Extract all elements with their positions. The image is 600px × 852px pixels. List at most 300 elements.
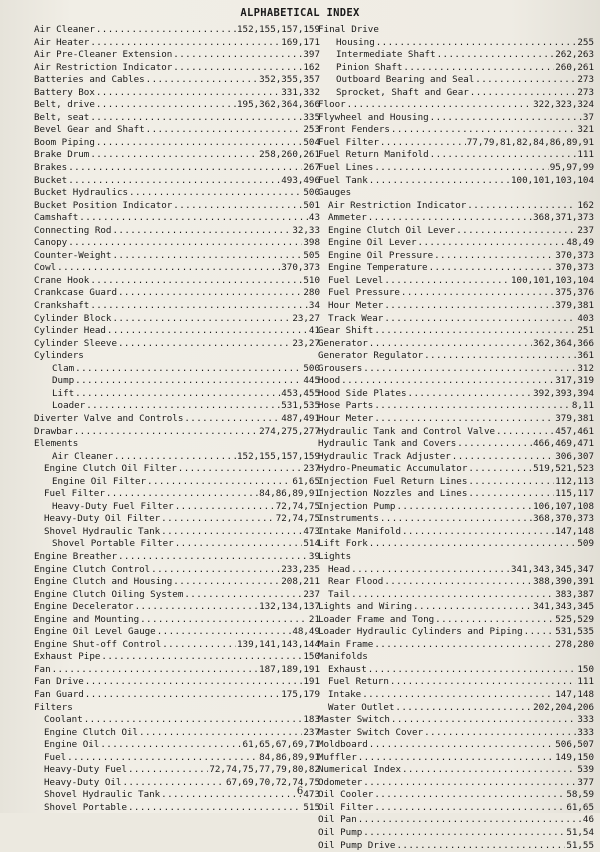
index-entry — [34, 313, 320, 326]
index-term: Batteries and Cables — [34, 74, 145, 86]
index-entry — [318, 488, 594, 501]
index-entry — [34, 764, 320, 777]
index-entry — [318, 74, 594, 87]
index-pages: 195,362,364,366 — [237, 99, 320, 111]
index-term: Fuel Tank — [318, 174, 368, 186]
index-entry — [318, 313, 594, 326]
index-term: Hour Meter — [328, 300, 384, 312]
dot-leader — [135, 601, 259, 614]
index-pages: 322,323,324 — [533, 99, 594, 111]
dot-leader — [369, 175, 510, 188]
dot-leader — [351, 564, 510, 577]
index-entry — [34, 501, 320, 514]
index-pages: 341,343,345,347 — [511, 563, 594, 575]
index-pages: 23,27 — [292, 337, 320, 349]
index-entry — [318, 275, 594, 288]
dot-leader — [90, 112, 302, 125]
index-entry — [318, 388, 594, 401]
index-pages: 525,529 — [555, 613, 594, 625]
index-term: Moldboard — [318, 739, 368, 751]
index-pages: 333 — [577, 714, 594, 726]
index-term: Crankshaft — [34, 300, 90, 312]
dot-leader — [374, 325, 576, 338]
index-entry — [34, 375, 320, 388]
dot-leader — [151, 564, 280, 577]
index-pages: 379,381 — [555, 300, 594, 312]
index-term: Air Restriction Indicator — [328, 199, 467, 211]
index-entry — [34, 664, 320, 677]
index-pages: 95,97,99 — [549, 162, 594, 174]
index-entry — [34, 225, 320, 238]
index-term: Fuel Lines — [318, 162, 374, 174]
index-term: Connecting Rod — [34, 224, 112, 236]
index-term: Fuel Filter — [318, 136, 379, 148]
index-entry — [318, 325, 594, 338]
index-entry — [34, 137, 320, 150]
index-term: Instruments — [318, 513, 379, 525]
index-entry — [34, 325, 320, 338]
index-entry — [34, 187, 320, 200]
index-entry — [34, 24, 320, 37]
index-term: Outboard Bearing and Seal — [336, 74, 475, 86]
dot-leader — [75, 363, 302, 376]
index-term: Lift — [52, 387, 75, 399]
index-entry — [34, 614, 320, 627]
index-pages: 34 — [308, 300, 320, 312]
index-entry — [34, 49, 320, 62]
dot-leader — [369, 538, 577, 551]
index-term: Camshaft — [34, 212, 79, 224]
dot-leader — [86, 400, 280, 413]
dot-leader — [376, 37, 577, 50]
index-term: Diverter Valve and Controls — [34, 412, 184, 424]
index-entry — [318, 651, 594, 664]
index-entry — [318, 413, 594, 426]
index-entry — [34, 149, 320, 162]
dot-leader — [118, 338, 291, 351]
index-pages: 61,65 — [292, 475, 320, 487]
index-term: Engine Oil Level Gauge — [34, 626, 156, 638]
dot-leader — [402, 764, 576, 777]
index-term: Engine Oil Filter — [52, 475, 147, 487]
index-term: Injection Pump — [318, 500, 396, 512]
index-term: Bucket — [34, 174, 68, 186]
index-entry — [34, 37, 320, 50]
index-pages: 106,107,108 — [533, 500, 594, 512]
index-term: Hose Parts — [318, 400, 374, 412]
dot-leader — [118, 287, 302, 300]
index-pages: 233,235 — [281, 563, 320, 575]
dot-leader — [437, 49, 555, 62]
dot-leader — [496, 426, 554, 439]
index-pages: 72,74,75 — [275, 500, 320, 512]
index-pages: 515 — [303, 801, 320, 813]
index-term: Rear Flood — [328, 576, 384, 588]
index-term: Fan Guard — [34, 688, 84, 700]
index-term: Generator Regulator — [318, 350, 424, 362]
dot-leader — [395, 702, 532, 715]
index-entry — [34, 626, 320, 639]
index-term: Hood — [318, 375, 341, 387]
index-pages: 139,141,143,144 — [237, 638, 320, 650]
index-pages: 509 — [577, 538, 594, 550]
index-pages: 72,74,75,77,79,80,82 — [209, 764, 320, 776]
index-term: Loader — [52, 400, 86, 412]
index-entry — [318, 601, 594, 614]
index-pages: 375,376 — [555, 287, 594, 299]
index-entry — [34, 589, 320, 602]
index-pages: 388,390,391 — [533, 576, 594, 588]
dot-leader — [75, 388, 280, 401]
index-pages: 398 — [303, 237, 320, 249]
page-title: ALPHABETICAL INDEX — [240, 7, 360, 19]
dot-leader — [391, 714, 576, 727]
index-pages: 317,319 — [555, 375, 594, 387]
index-pages: 147,148 — [555, 688, 594, 700]
index-term: Drawbar — [34, 425, 73, 437]
dot-leader — [112, 225, 291, 238]
dot-leader — [374, 162, 548, 175]
index-term: Manifolds — [318, 651, 368, 663]
index-pages: 466,469,471 — [533, 438, 594, 450]
index-pages: 368,370,373 — [533, 513, 594, 525]
index-pages: 504 — [303, 136, 320, 148]
dot-leader — [107, 325, 308, 338]
index-pages: 237 — [303, 588, 320, 600]
index-entry — [34, 463, 320, 476]
index-pages: 493,496 — [281, 174, 320, 186]
dot-leader — [380, 137, 466, 150]
index-pages: 403 — [577, 312, 594, 324]
index-entry — [318, 589, 594, 602]
index-entry — [318, 752, 594, 765]
dot-leader — [52, 664, 259, 677]
dot-leader — [363, 827, 565, 840]
index-entry — [318, 162, 594, 175]
index-pages: 487,491 — [281, 412, 320, 424]
dot-leader — [161, 526, 302, 539]
index-pages: 306,307 — [555, 450, 594, 462]
dot-leader — [147, 476, 291, 489]
index-pages: 84,86,89,91 — [259, 751, 320, 763]
index-term: Air Pre-Cleaner Extension — [34, 49, 173, 61]
dot-leader — [384, 275, 510, 288]
index-entry — [318, 187, 594, 200]
index-entry — [34, 438, 320, 451]
index-pages: 162 — [577, 199, 594, 211]
index-pages: 39 — [308, 550, 320, 562]
index-term: Fuel Pressure — [328, 287, 400, 299]
dot-leader — [162, 639, 236, 652]
index-entry — [318, 676, 594, 689]
index-term: Injection Fuel Return Lines — [318, 475, 468, 487]
index-pages: 21 — [308, 613, 320, 625]
dot-leader — [173, 49, 302, 62]
dot-leader — [68, 175, 280, 188]
index-entry — [34, 400, 320, 413]
index-entry — [318, 551, 594, 564]
dot-leader — [173, 200, 302, 213]
index-pages: 531,535 — [555, 626, 594, 638]
index-term: Fan Drive — [34, 676, 84, 688]
dot-leader — [112, 313, 291, 326]
index-term: Housing — [336, 36, 375, 48]
index-pages: 260,261 — [555, 61, 594, 73]
index-term: Exhaust — [328, 663, 367, 675]
dot-leader — [374, 400, 571, 413]
index-term: Loader Frame and Tong — [318, 613, 435, 625]
index-pages: 383,387 — [555, 588, 594, 600]
index-entry — [34, 689, 320, 702]
dot-leader — [68, 162, 302, 175]
index-entry — [318, 526, 594, 539]
dot-leader — [468, 476, 554, 489]
index-term: Heavy-Duty Oil Filter — [44, 513, 161, 525]
dot-leader — [358, 752, 555, 765]
index-term: Hood Side Plates — [318, 387, 407, 399]
index-entry — [34, 538, 320, 551]
dot-leader — [96, 137, 303, 150]
dot-leader — [184, 413, 280, 426]
dot-leader — [363, 363, 576, 376]
dot-leader — [374, 413, 554, 426]
index-entry — [318, 714, 594, 727]
dot-leader — [173, 62, 302, 75]
index-pages: 253 — [303, 124, 320, 136]
index-pages: 191 — [303, 676, 320, 688]
index-pages: 51,55 — [566, 839, 594, 851]
index-pages: 262,263 — [555, 49, 594, 61]
index-entry — [318, 451, 594, 464]
index-term: Lift Fork — [318, 538, 368, 550]
dot-leader — [401, 287, 554, 300]
index-term: Crane Hook — [34, 274, 90, 286]
index-entry — [318, 501, 594, 514]
dot-leader — [408, 388, 533, 401]
dot-leader — [434, 250, 554, 263]
index-entry — [34, 488, 320, 501]
dot-leader — [424, 727, 576, 740]
index-entry — [318, 689, 594, 702]
index-term: Hydro-Pneumatic Accumulator — [318, 463, 468, 475]
dot-leader — [435, 614, 554, 627]
index-entry — [318, 300, 594, 313]
index-term: Injection Nozzles and Lines — [318, 488, 468, 500]
index-term: Generator — [318, 337, 368, 349]
index-pages: 183 — [303, 714, 320, 726]
index-pages: 445 — [303, 375, 320, 387]
dot-leader — [470, 87, 577, 100]
index-entry — [318, 840, 594, 852]
dot-leader — [129, 187, 302, 200]
index-entry — [318, 87, 594, 100]
index-pages: 255 — [577, 36, 594, 48]
index-term: Engine and Mounting — [34, 613, 140, 625]
index-entry — [318, 664, 594, 677]
index-entry — [34, 714, 320, 727]
index-entry — [34, 426, 320, 439]
index-entry — [318, 49, 594, 62]
dot-leader — [452, 451, 555, 464]
index-pages: 278,280 — [555, 638, 594, 650]
index-pages: 539 — [577, 764, 594, 776]
dot-leader — [524, 626, 555, 639]
index-entry — [34, 338, 320, 351]
index-term: Exhaust Pipe — [34, 651, 101, 663]
index-term: Numerical Index — [318, 764, 401, 776]
index-entry — [34, 676, 320, 689]
index-entry — [34, 551, 320, 564]
dot-leader — [178, 463, 303, 476]
index-entry — [318, 639, 594, 652]
index-term: Oil Pan — [318, 814, 357, 826]
index-pages: 100,101,103,104 — [511, 274, 594, 286]
index-pages: 202,204,206 — [533, 701, 594, 713]
dot-leader — [384, 313, 576, 326]
dot-leader — [74, 426, 258, 439]
index-term: Ammeter — [328, 212, 367, 224]
dot-leader — [456, 225, 576, 238]
dot-leader — [146, 74, 259, 87]
index-term: Engine Oil Pressure — [328, 249, 434, 261]
dot-leader — [430, 149, 577, 162]
dot-leader — [139, 727, 302, 740]
index-entry — [318, 438, 594, 451]
dot-leader — [90, 37, 280, 50]
dot-leader — [374, 639, 554, 652]
dot-leader — [402, 526, 554, 539]
index-pages: 514 — [303, 538, 320, 550]
dot-leader — [358, 814, 582, 827]
index-term: Grousers — [318, 362, 363, 374]
index-entry — [318, 338, 594, 351]
dot-leader — [384, 576, 532, 589]
index-pages: 84,86,89,91 — [259, 488, 320, 500]
index-entry — [318, 200, 594, 213]
index-entry — [318, 626, 594, 639]
index-term: Elements — [34, 438, 79, 450]
index-term: Flywheel and Housing — [318, 111, 429, 123]
index-entry — [34, 262, 320, 275]
index-term: Oil Pump Drive — [318, 839, 396, 851]
index-pages: 8,11 — [571, 400, 594, 412]
index-term: Loader Hydraulic Cylinders and Piping — [318, 626, 523, 638]
dot-leader — [96, 87, 280, 100]
index-pages: 149,150 — [555, 751, 594, 763]
dot-leader — [424, 350, 576, 363]
index-term: Boom Piping — [34, 136, 95, 148]
dot-leader — [390, 676, 577, 689]
index-pages: 341,343,345 — [533, 601, 594, 613]
index-entry — [318, 739, 594, 752]
index-term: Air Restriction Indicator — [34, 61, 173, 73]
index-entry — [34, 350, 320, 363]
index-entry — [318, 764, 594, 777]
index-pages: 352,355,357 — [259, 74, 320, 86]
index-term: Engine Temperature — [328, 262, 428, 274]
index-entry — [34, 250, 320, 263]
dot-leader — [396, 840, 565, 852]
index-term: Gear Shift — [318, 325, 374, 337]
index-term: Hydraulic Tank and Control Valve — [318, 425, 496, 437]
index-entry — [34, 564, 320, 577]
index-term: Dump — [52, 375, 75, 387]
index-entry — [318, 287, 594, 300]
index-term: Engine Clutch and Housing — [34, 576, 173, 588]
index-term: Cylinder Sleeve — [34, 337, 117, 349]
index-term: Air Cleaner — [52, 450, 113, 462]
dot-leader — [468, 463, 532, 476]
index-entry — [318, 727, 594, 740]
index-term: Oil Cooler — [318, 789, 374, 801]
index-term: Fuel Level — [328, 274, 384, 286]
index-entry — [34, 651, 320, 664]
index-term: Cylinder Block — [34, 312, 112, 324]
dot-leader — [85, 689, 280, 702]
index-entry — [318, 426, 594, 439]
index-pages: 46 — [582, 814, 594, 826]
index-entry — [34, 363, 320, 376]
index-entry — [318, 137, 594, 150]
index-pages: 453,455 — [281, 387, 320, 399]
index-pages: 519,521,523 — [533, 463, 594, 475]
index-entry — [34, 451, 320, 464]
index-term: Shovel Hydraulic Tank — [44, 525, 161, 537]
page-number: 6 — [296, 786, 304, 797]
dot-leader — [84, 714, 303, 727]
index-pages: 500 — [303, 362, 320, 374]
index-term: Intake Manifold — [318, 525, 401, 537]
index-pages: 280 — [303, 287, 320, 299]
dot-leader — [429, 262, 555, 275]
index-entry — [34, 388, 320, 401]
index-term: Pinion Shaft — [336, 61, 403, 73]
index-entry — [318, 363, 594, 376]
index-pages: 72,74,75 — [275, 513, 320, 525]
index-entry — [34, 526, 320, 539]
index-entry — [34, 576, 320, 589]
index-pages: 392,393,394 — [533, 387, 594, 399]
index-pages: 100,101,103,104 — [511, 174, 594, 186]
index-entry — [318, 375, 594, 388]
index-pages: 473 — [303, 789, 320, 801]
index-pages: 506,507 — [555, 739, 594, 751]
index-term: Lights and Wiring — [318, 601, 413, 613]
index-pages: 175,179 — [281, 688, 320, 700]
index-entry — [318, 99, 594, 112]
index-pages: 51,54 — [566, 827, 594, 838]
index-pages: 208,211 — [281, 576, 320, 588]
index-entry — [318, 827, 594, 840]
dot-leader — [106, 488, 258, 501]
index-pages: 505 — [303, 249, 320, 261]
dot-leader — [369, 338, 532, 351]
index-pages: 187,189,191 — [259, 663, 320, 675]
index-pages: 273 — [577, 86, 594, 98]
index-term: Engine Clutch Oil Filter — [44, 463, 177, 475]
index-pages: 510 — [303, 274, 320, 286]
dot-leader — [368, 212, 532, 225]
index-entry — [318, 124, 594, 137]
index-term: Coolant — [44, 714, 83, 726]
index-entry — [34, 175, 320, 188]
index-pages: 321 — [577, 124, 594, 136]
index-pages: 333 — [577, 726, 594, 738]
index-term: Oil Pump — [318, 827, 363, 838]
index-entry — [34, 99, 320, 112]
index-term: Intermediate Shaft — [336, 49, 436, 61]
index-term: Hydraulic Track Adjuster — [318, 450, 451, 462]
